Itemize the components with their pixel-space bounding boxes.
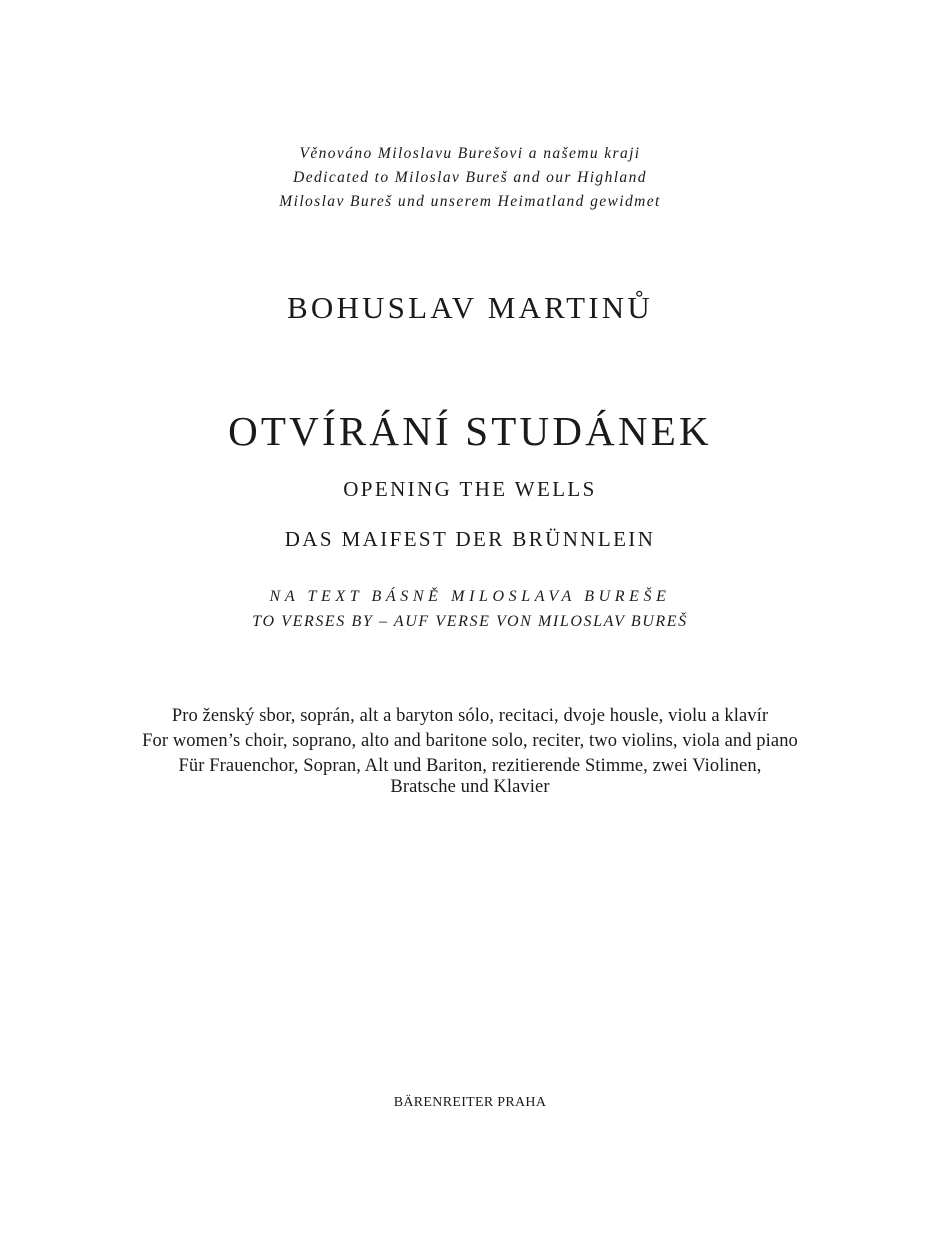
scoring-english: For women’s choir, soprano, alto and baritone solo, reciter, two violins, viola and piano bbox=[142, 731, 798, 751]
scoring-german-line-2: Bratsche und Klavier bbox=[390, 777, 550, 797]
composer-name: BOHUSLAV MARTINŮ bbox=[287, 290, 653, 325]
dedication-english: Dedicated to Miloslav Bureš and our Highland bbox=[293, 169, 647, 186]
scoring-german-line-1: Für Frauenchor, Sopran, Alt und Bariton, rezitierende Stimme, zwei Violinen, bbox=[178, 756, 762, 776]
work-title-german: DAS MAIFEST DER BRÜNNLEIN bbox=[284, 527, 656, 551]
verses-credit-czech: NA TEXT BÁSNĚ MILOSLAVA BUREŠE bbox=[269, 588, 671, 605]
work-title-english: OPENING THE WELLS bbox=[343, 477, 597, 501]
publisher-imprint: BÄRENREITER PRAHA bbox=[393, 1095, 547, 1110]
verses-credit-english-german: TO VERSES BY – AUF VERSE VON MILOSLAV BUREŠ bbox=[252, 613, 688, 630]
dedication-german: Miloslav Bureš und unserem Heimatland gewidmet bbox=[279, 193, 661, 210]
work-title-czech: OTVÍRÁNÍ STUDÁNEK bbox=[228, 408, 712, 454]
dedication-czech: Věnováno Miloslavu Burešovi a našemu kraji bbox=[299, 145, 641, 162]
scoring-czech: Pro ženský sbor, soprán, alt a baryton sólo, recitaci, dvoje housle, violu a klavír bbox=[171, 706, 769, 726]
